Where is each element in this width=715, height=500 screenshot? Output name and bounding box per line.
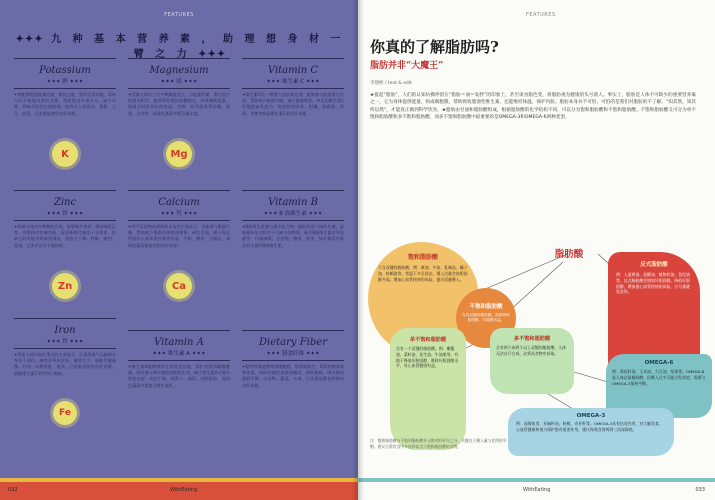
nutrient-subtitle: ✦✦✦ 铁 ✦✦✦ (46, 339, 84, 345)
divider (242, 220, 344, 221)
footer-stripe (358, 478, 715, 482)
nutrient-body: ✦膳食纤维能够增加饱腹感，延缓胃排空，帮助控制食欲和体重。同时还能促进肠道蠕动，预防便秘，调节肠道菌群平衡。全谷物、蔬菜、水果、豆类都是膳食纤维的良好来源。 (242, 364, 344, 388)
nutrient-vitamin-b (242, 190, 344, 268)
footnote: 注：饱和脂肪酸与不饱和脂肪酸并无绝对的好坏之分，关键在于摄入量与比例的平衡。建议日常饮食中多选择富含不饱和脂肪酸的食物。 (370, 438, 507, 449)
saturated-body: 不含双键的脂肪酸，例：黄油、牛油、乳制品、椰子油、棕榈油等。常温下多呈固态，摄入过量会使胆固醇升高，增加心血管疾病的风险，建议适量摄入。 (378, 265, 468, 282)
fatty-acid-title: 脂肪酸 (554, 249, 584, 260)
fatty-acid-diagram (358, 232, 715, 462)
magazine-name-right: WithEating (523, 487, 551, 493)
nutrient-body: ✦铁是人体内血红蛋白的主要成分，负责将氧气运输到全身各个部位。缺铁会导致贫血、疲劳乏力、新陈代谢减慢。红肉、动物肝脏、菠菜、豆类都是铁的良好来源，搭配维生素C更有利于吸收。 (14, 352, 116, 376)
mono-title: 单不饱和脂肪酸 (409, 337, 447, 343)
divider (128, 88, 230, 89)
nutrient-body: ✦钙不仅是构成骨骼和牙齿的主要成分，还能参与脂肪代谢，帮助减少脂肪的吸收和堆积。研究发现，摄入充足钙质的人群体重控制更容易。牛奶、酸奶、豆制品、深绿色蔬菜都是钙的良好来源。 (128, 224, 230, 248)
nutrient-calcium (128, 190, 230, 299)
divider (14, 88, 116, 89)
nutrient-title: Zinc (53, 197, 77, 208)
nutrient-subtitle: ✦✦✦ 钙 ✦✦✦ (160, 211, 198, 217)
nutrient-dietary-fiber (242, 330, 344, 408)
article-body: ★提起“脂肪”，人们的认知仿佛停留在“脂肪＝油＝发胖”的印象上，甚至谈食脂色变，将脂肪视为健康的头号敌人。事实上，脂肪是人体不可缺少的重要营养素之一，它为身体提供能量，构成细胞膜，帮助吸收脂溶性维生素，还能维持体温、保护内脏。脂肪本身并不可怕，可怕的是我们对脂肪的不了解。“知其然，知其所以然”，才能真正做到科学饮食。★脂肪由甘油和脂肪酸组成，根据脂肪酸的化学结构不同，可以分为饱和脂肪酸和不饱和脂肪酸。不饱和脂肪酸又可分为单不饱和脂肪酸和多不饱和脂肪酸，而多不饱和脂肪酸中最重要的是OMEGA-3和OMEGA-6两种类型。 (370, 93, 696, 120)
right-page (358, 0, 715, 500)
magazine-name-left: WithEating (170, 487, 198, 493)
trans-body: 例：人造黄油、起酥油、植物奶油、氢化油等。反式脂肪酸会增加坏胆固醇，降低好胆固醇，增加患心血管疾病的风险，应尽量避免食用。 (616, 272, 690, 295)
divider (242, 88, 344, 89)
section-label: FEATURES (526, 12, 556, 18)
element-badge-mg: Mg (166, 141, 192, 167)
omega6-body: 例：葵花籽油、玉米油、大豆油、坚果等。OMEGA-6是人体必需脂肪酸，但摄入过多可能引发炎症，需要与OMEGA-3保持平衡。 (612, 369, 706, 386)
nutrient-title: Magnesium (149, 65, 209, 76)
page-gutter (352, 0, 364, 500)
right-footer (358, 478, 715, 500)
divider (242, 190, 344, 191)
divider (242, 360, 344, 361)
omega3-node (508, 408, 674, 456)
nutrient-potassium (14, 58, 116, 167)
divider (14, 58, 116, 59)
poly-title: 多不饱和脂肪酸 (513, 336, 551, 342)
divider (128, 190, 230, 191)
nutrient-title: Potassium (39, 65, 91, 76)
omega3-body: 例：深海鱼类、亚麻籽油、核桃、奇亚籽等。OMEGA-3具有抗炎作用，对大脑发育、心血管健康和视力保护都有重要作用，建议每周食用两到三次深海鱼。 (516, 421, 663, 432)
nutrient-subtitle: ✦✦✦ 维生素 A ✦✦✦ (152, 351, 206, 357)
poly-body: 含有两个或两个以上双键的脂肪酸，人体无法自行合成，必须从食物中获取。 (496, 345, 567, 356)
nutrient-subtitle: ✦✦✦ 维生素 C ✦✦✦ (266, 79, 320, 85)
divider (128, 220, 230, 221)
divider (242, 58, 344, 59)
article-title: 你真的了解脂肪吗? (370, 38, 499, 56)
nutrient-zinc (14, 190, 116, 299)
nutrient-title: Vitamin C (267, 65, 319, 76)
element-badge-zn: Zn (52, 273, 78, 299)
nutrient-subtitle: ✦✦✦ 镁 ✦✦✦ (160, 79, 198, 85)
trans-title: 反式脂肪酸 (640, 262, 668, 268)
section-label: FEATURES (164, 12, 194, 18)
divider (14, 190, 116, 191)
divider (14, 220, 116, 221)
headline-dots-left: ✦✦✦ (15, 34, 44, 45)
unsaturated-body: 含有双键的脂肪酸，能够降低胆固醇，对健康有益。 (462, 313, 510, 322)
article-author: 李德彬 / text & edit (370, 81, 412, 86)
left-headline (10, 30, 350, 60)
nutrient-title: Iron (54, 325, 76, 336)
headline-text: 九 种 基 本 营 养 素 ， 助 理 想 身 材 一 臂 之 力 (51, 34, 345, 60)
unsaturated-title: 不饱和脂肪酸 (469, 304, 503, 310)
nutrient-magnesium (128, 58, 230, 167)
divider (128, 330, 230, 331)
headline-dots-right: ✦✦✦ (198, 49, 227, 60)
omega3-title: OMEGA-3 (576, 413, 606, 419)
nutrient-body: ✦维生素C是一种强大的抗氧化剂，能够参与胶原蛋白合成，帮助体内脂肪代谢，减少脂肪堆积。充足的维生素C还能提高免疫力，促进铁的吸收。柑橘、猕猴桃、草莓、青椒等都是维生素C的良好来源。 (242, 92, 344, 116)
nutrient-body: ✦钾能够促进能量代谢，维持心脏、肌肉正常功能，同时可以平衡体内钠的含量，帮助排出多余水分，减少水肿。钾缺乏时会出现疲倦、肌肉无力等症状。香蕉、土豆、菠菜、豆类都是钾的良好来源。 (14, 92, 116, 116)
nutrient-body: ✦镁参与体内三百多种酶促反应，与能量代谢、蛋白质合成密切相关，能够帮助维持血糖稳定，改善睡眠质量。镁缺乏时容易出现焦虑、失眠、肌肉痉挛等问题。坚果、全谷物、深绿色蔬菜中镁含量丰富。 (128, 92, 230, 116)
element-badge-fe: Fe (53, 401, 77, 425)
monounsaturated-node (390, 328, 466, 450)
omega6-title: OMEGA-6 (644, 360, 674, 366)
nutrient-iron (14, 318, 116, 425)
left-footer (0, 478, 358, 500)
page-number-left: 032 (8, 487, 18, 493)
nutrient-subtitle: ✦✦✦ B 族维生素 ✦✦✦ (263, 211, 323, 217)
nutrient-body: ✦锌参与体内多种酶的合成，能够调节食欲、维持味觉正常，对维持甲状腺功能、促进新陈代谢也十分重要。锌缺乏时可能导致味觉减退、免疫力下降。牡蛎、瘦肉、坚果、豆类中含有丰富的锌。 (14, 224, 116, 248)
divider (14, 318, 116, 319)
article-subtitle: 脂肪并非“大魔王” (370, 61, 444, 71)
nutrient-subtitle: ✦✦✦ 钾 ✦✦✦ (46, 79, 84, 85)
divider (14, 348, 116, 349)
divider (128, 360, 230, 361)
nutrient-body: ✦B族维生素参与碳水化合物、脂肪和蛋白质的代谢，是能量转化过程中不可缺少的物质。缺乏B族维生素会导致疲劳、代谢减慢。全谷物、瘦肉、蛋类、绿叶蔬菜中都含有丰富的B族维生素。 (242, 224, 344, 248)
nutrient-subtitle: ✦✦✦ 膳食纤维 ✦✦✦ (266, 351, 320, 357)
element-badge-k: K (52, 141, 78, 167)
divider (128, 58, 230, 59)
nutrient-vitamin-c (242, 58, 344, 136)
nutrient-title: Vitamin A (154, 337, 204, 348)
nutrient-title: Vitamin B (268, 197, 318, 208)
page-number-right: 033 (695, 487, 705, 493)
divider (242, 330, 344, 331)
nutrient-subtitle: ✦✦✦ 锌 ✦✦✦ (46, 211, 84, 217)
footer-stripe (0, 478, 358, 482)
nutrient-title: Dietary Fiber (259, 337, 327, 348)
nutrient-vitamin-a (128, 330, 230, 408)
mono-body: 含有一个双键的脂肪酸。例：橄榄油、菜籽油、花生油、牛油果等。有助于降低坏胆固醇，维持好胆固醇水平，对心血管健康有益。 (396, 346, 459, 369)
fatty-acid-node (543, 240, 595, 268)
nutrient-body: ✦维生素A能够维持正常视觉功能，保护皮肤和黏膜健康，同时参与调节脂肪细胞的生成。缺乏维生素A可能导致夜盲症、皮肤干燥。胡萝卜、南瓜、动物肝脏、深绿色蔬菜中都富含维生素A。 (128, 364, 230, 388)
polyunsaturated-node (490, 328, 574, 394)
nutrient-title: Calcium (158, 197, 200, 208)
element-badge-ca: Ca (166, 273, 192, 299)
saturated-title: 饱和脂肪酸 (407, 254, 438, 261)
